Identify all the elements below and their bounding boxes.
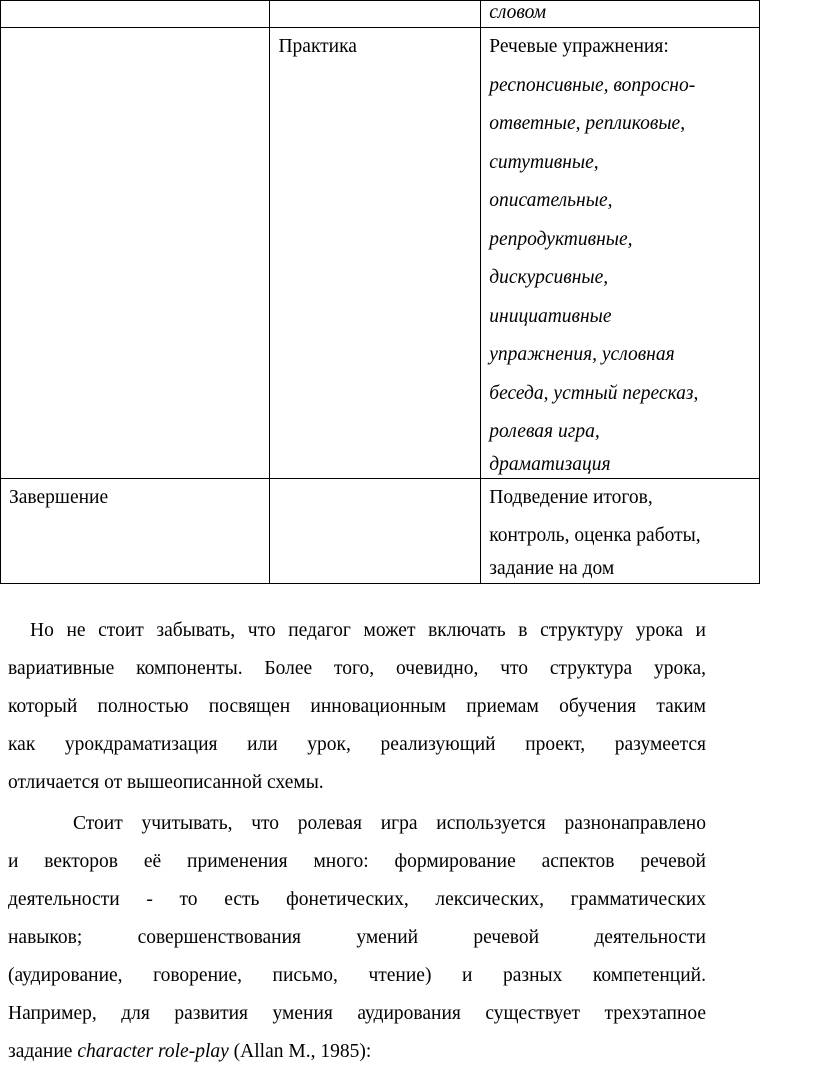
exercise-item: ситутивные, (489, 151, 599, 173)
table-cell (1, 478, 270, 583)
text-fragment: задание (8, 1041, 78, 1062)
table-cell (481, 1, 760, 28)
table-row (1, 28, 760, 479)
italic-term: character role-play (77, 1041, 229, 1062)
exercise-item: упражнения, условная (489, 344, 675, 365)
table-cell (270, 28, 481, 479)
exercise-item: репродуктивные, (489, 228, 633, 250)
final-item: контроль, оценка работы, (489, 525, 701, 546)
text-line: навыков; совершенствования умений речевой деятельности (8, 927, 706, 948)
exercise-item: описательные, (489, 190, 613, 211)
final-item: задание на дом (489, 557, 615, 579)
text-line: Но не стоит забывать, что педагог может включать в структуру урока и (30, 620, 706, 641)
exercise-item: драматизация (489, 453, 611, 475)
text-line (8, 1033, 706, 1071)
exercises-heading: Речевые упражнения: (489, 36, 669, 57)
table-cell (270, 1, 481, 28)
stage-label: Завершение (9, 486, 109, 508)
text-line: вариативные компоненты. Более того, очевидно, что структура урока, (8, 658, 706, 679)
exercise-item: ответные, репликовые, (489, 113, 686, 134)
text-fragment: (Allan M., 1985): (228, 1041, 372, 1062)
table-cell (481, 28, 760, 479)
text-line: отличается от вышеописанной схемы. (8, 772, 324, 793)
text-line: и векторов её применения много: формирование аспектов речевой (8, 851, 706, 872)
text-line: Стоит учитывать, что ролевая игра используется разнонаправлено (73, 813, 706, 834)
table-row (1, 1, 760, 28)
paragraph-1 (8, 612, 706, 802)
exercise-item: инициативные (489, 305, 612, 327)
text-line: который полностью посвящен инновационным приемам обучения таким (8, 696, 706, 717)
stage-label: Практика (278, 36, 357, 57)
text-line: Например, для развития умения аудирования существует трехэтапное (8, 1003, 706, 1024)
table-cell (270, 478, 481, 583)
paragraph-2 (8, 805, 706, 1071)
cell-text: словом (489, 2, 547, 23)
exercise-item: респонсивные, вопросно- (489, 74, 696, 96)
exercise-item: ролевая игра, (489, 421, 600, 442)
text-line: (аудирование, говорение, письмо, чтение) и разных компетенций. (8, 965, 706, 986)
table-cell (1, 28, 270, 479)
table-cell (481, 478, 760, 583)
table-cell (1, 1, 270, 28)
text-line: деятельности - то есть фонетических, лексических, грамматических (8, 889, 706, 910)
text-line: как урокдраматизация или урок, реализующий проект, разумеется (8, 734, 706, 755)
final-item: Подведение итогов, (489, 486, 653, 508)
table-row (1, 478, 760, 583)
exercise-item: дискурсивные, (489, 267, 609, 288)
exercise-item: беседа, устный пересказ, (489, 382, 699, 404)
